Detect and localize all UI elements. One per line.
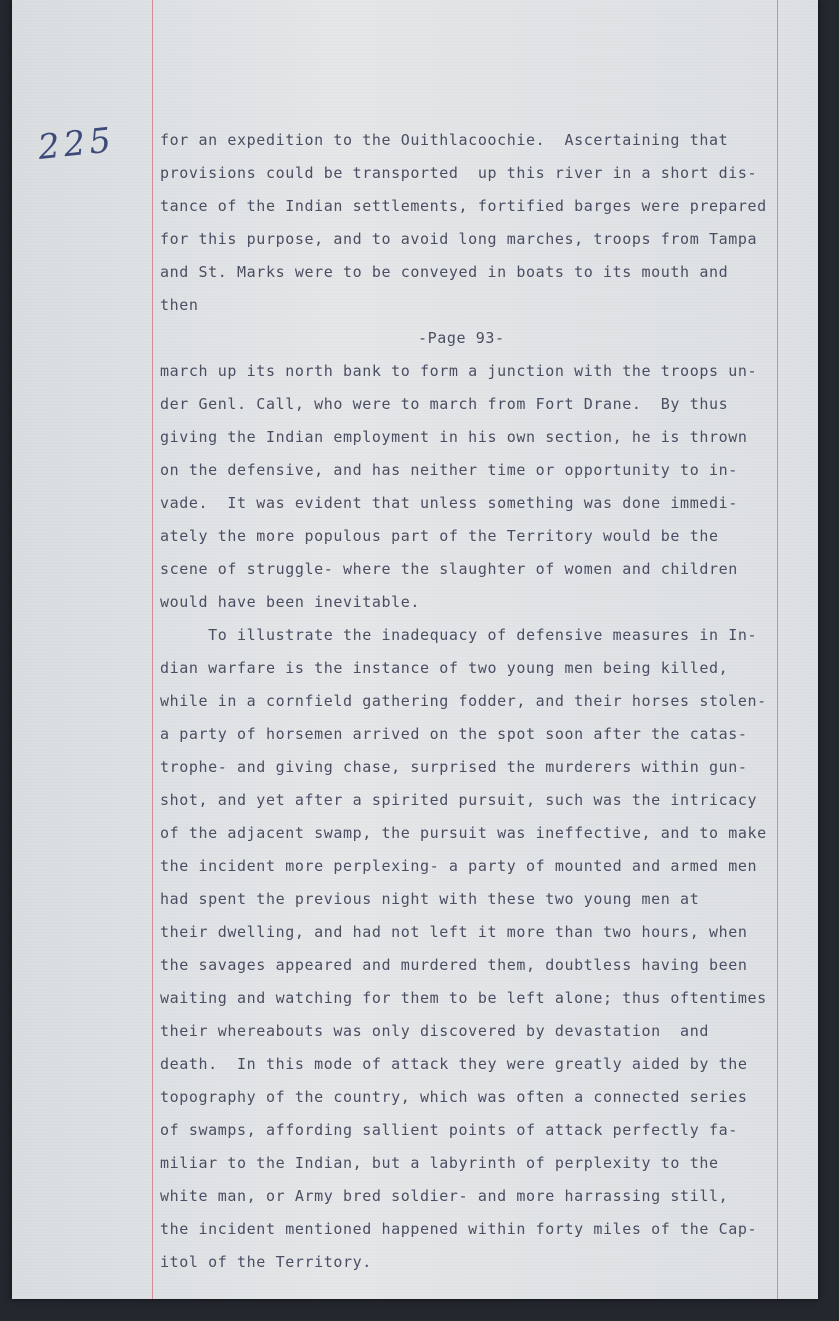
text-line: a party of horsemen arrived on the spot soon after the catas-: [160, 725, 748, 743]
text-line: To illustrate the inadequacy of defensive measures in In-: [160, 626, 758, 644]
text-line: provisions could be transported up this river in a short dis-: [160, 164, 758, 182]
text-line: the savages appeared and murdered them, doubtless having been: [160, 956, 748, 974]
text-line: white man, or Army bred soldier- and more harrassing still,: [160, 1187, 729, 1205]
text-line: death. In this mode of attack they were greatly aided by the: [160, 1055, 748, 1073]
text-line: miliar to the Indian, but a labyrinth of perplexity to the: [160, 1154, 719, 1172]
text-line: the incident more perplexing- a party of mounted and armed men: [160, 857, 758, 875]
text-line: scene of struggle- where the slaughter of women and children: [160, 560, 738, 578]
text-line: ately the more populous part of the Territory would be the: [160, 527, 719, 545]
typed-text-body: [160, 124, 810, 1279]
text-line: of the adjacent swamp, the pursuit was ineffective, and to make: [160, 824, 767, 842]
text-line: while in a cornfield gathering fodder, and their horses stolen-: [160, 692, 767, 710]
text-line: then: [160, 296, 199, 314]
text-line: waiting and watching for them to be left alone; thus oftentimes: [160, 989, 767, 1007]
text-line: giving the Indian employment in his own section, he is thrown: [160, 428, 748, 446]
left-margin-line: [152, 0, 153, 1299]
text-line: itol of the Territory.: [160, 1253, 372, 1271]
text-line: had spent the previous night with these two young men at: [160, 890, 700, 908]
text-line: and St. Marks were to be conveyed in boats to its mouth and: [160, 263, 729, 281]
text-line: their whereabouts was only discovered by devastation and: [160, 1022, 709, 1040]
text-line: topography of the country, which was often a connected series: [160, 1088, 748, 1106]
text-line: for this purpose, and to avoid long marches, troops from Tampa: [160, 230, 758, 248]
page-marker: -Page 93-: [418, 329, 505, 347]
text-line: on the defensive, and has neither time or opportunity to in-: [160, 461, 738, 479]
text-line: dian warfare is the instance of two young men being killed,: [160, 659, 729, 677]
text-line: the incident mentioned happened within forty miles of the Cap-: [160, 1220, 758, 1238]
text-line: of swamps, affording sallient points of attack perfectly fa-: [160, 1121, 738, 1139]
text-line: their dwelling, and had not left it more than two hours, when: [160, 923, 748, 941]
handwritten-page-number: 225: [36, 120, 117, 168]
text-line: trophe- and giving chase, surprised the murderers within gun-: [160, 758, 748, 776]
text-line: vade. It was evident that unless something was done immedi-: [160, 494, 738, 512]
text-line: der Genl. Call, who were to march from Fort Drane. By thus: [160, 395, 729, 413]
text-line: tance of the Indian settlements, fortified barges were prepared: [160, 197, 767, 215]
text-line: for an expedition to the Ouithlacoochie. Ascertaining that: [160, 131, 729, 149]
text-line: march up its north bank to form a junction with the troops un-: [160, 362, 758, 380]
text-line: would have been inevitable.: [160, 593, 421, 611]
text-line: shot, and yet after a spirited pursuit, such was the intricacy: [160, 791, 758, 809]
document-page: [12, 0, 818, 1299]
